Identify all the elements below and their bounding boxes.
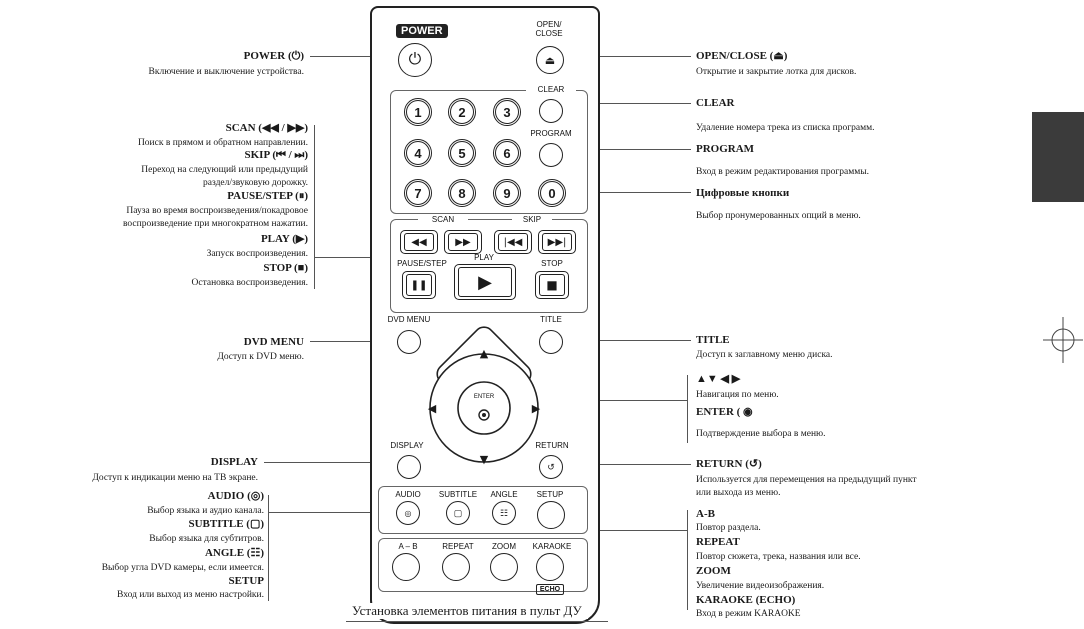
pause-icon: ❚❚ xyxy=(406,274,432,296)
skip-previous-icon: |◀◀ xyxy=(498,233,528,251)
play-desc: Запуск воспроизведения. xyxy=(206,249,308,259)
leader-line xyxy=(590,192,691,193)
digit-button-4[interactable]: 4 xyxy=(404,139,432,167)
skip-back-button[interactable] xyxy=(494,230,532,254)
arrow-right-icon: ▶ xyxy=(531,401,541,415)
skip-label: SKIP (⏮ / ⏭) xyxy=(244,149,308,161)
repeat-caption: REPEAT xyxy=(442,542,474,551)
return-desc-1: Используется для перемещения на предыдущий пункт xyxy=(696,475,917,485)
repeat-desc: Повтор сюжета, трека, названия или все. xyxy=(696,552,861,562)
audio-caption: AUDIO xyxy=(395,490,421,499)
enter-desc: Подтверждение выбора в меню. xyxy=(696,429,826,439)
angle-desc: Выбор угла DVD камеры, если имеется. xyxy=(101,563,264,573)
digit-button-9[interactable]: 9 xyxy=(493,179,521,207)
scan-desc: Поиск в прямом и обратном направлении. xyxy=(137,138,308,148)
skip-desc-2: раздел/звуковую дорожку. xyxy=(203,178,308,188)
pause-step-button[interactable] xyxy=(402,271,436,299)
play-icon: ▶ xyxy=(458,267,512,297)
leader-line xyxy=(314,257,370,258)
scan-caption: SCAN xyxy=(418,215,468,224)
digit-button-1[interactable]: 1 xyxy=(404,98,432,126)
program-desc: Вход в режим редактирования программы. xyxy=(696,167,869,177)
karaoke-caption: KARAOKE xyxy=(532,542,572,551)
power-badge: POWER xyxy=(396,24,448,38)
caption-underline xyxy=(346,621,608,622)
return-label: RETURN (↺) xyxy=(696,458,762,470)
title-label: TITLE xyxy=(696,334,730,346)
return-button[interactable] xyxy=(539,455,563,479)
scan-label: SCAN (◀◀ / ▶▶) xyxy=(225,122,308,134)
audio-icon: ◎ xyxy=(404,508,412,518)
zoom-caption: ZOOM xyxy=(492,542,516,551)
play-label: PLAY (▶) xyxy=(260,233,308,245)
pause-desc-2: воспроизведение при многократном нажатии. xyxy=(123,219,308,229)
skip-caption: SKIP xyxy=(512,215,552,224)
ab-label: A-B xyxy=(696,508,715,520)
play-button[interactable] xyxy=(454,264,516,300)
power-label: POWER (⏻) xyxy=(243,50,304,62)
angle-label: ANGLE (☷) xyxy=(204,547,264,559)
zoom-button[interactable] xyxy=(490,553,518,581)
nav-up-button[interactable] xyxy=(470,339,498,367)
karaoke-button[interactable] xyxy=(536,553,564,581)
program-button[interactable] xyxy=(539,143,563,167)
display-button[interactable] xyxy=(397,455,421,479)
karaoke-label: KARAOKE (ECHO) xyxy=(696,594,796,606)
digit-button-7[interactable]: 7 xyxy=(404,179,432,207)
stop-desc: Остановка воспроизведения. xyxy=(191,278,308,288)
bracket-line xyxy=(687,375,688,443)
remote-control xyxy=(370,6,600,624)
leader-line xyxy=(590,530,687,531)
skip-desc-1: Переход на следующий или предыдущий xyxy=(141,165,308,175)
subtitle-desc: Выбор языка для субтитров. xyxy=(149,534,264,544)
subtitle-icon: ▢ xyxy=(453,507,463,518)
enter-label: ENTER ( ◉ xyxy=(696,406,753,418)
rewind-icon: ◀◀ xyxy=(404,233,434,251)
eject-icon: ⏏ xyxy=(544,54,556,67)
openclose-label: OPEN/CLOSE (⏏) xyxy=(696,50,788,62)
skip-forward-button[interactable] xyxy=(538,230,576,254)
angle-caption: ANGLE xyxy=(490,490,518,499)
pause-step-caption: PAUSE/STEP xyxy=(397,259,447,268)
nav-left-button[interactable] xyxy=(418,394,446,422)
display-label: DISPLAY xyxy=(210,456,258,468)
dvdmenu-desc: Доступ к DVD меню. xyxy=(217,352,304,362)
setup-button[interactable] xyxy=(537,501,565,529)
zoom-label: ZOOM xyxy=(696,565,731,577)
dvd-menu-caption: DVD MENU xyxy=(387,315,431,324)
open-close-caption: OPEN/ CLOSE xyxy=(535,20,563,38)
echo-badge: ECHO xyxy=(536,584,564,595)
arrow-down-icon: ▼ xyxy=(479,452,489,466)
setup-desc: Вход или выход из меню настройки. xyxy=(117,590,264,600)
title-desc: Доступ к заглавному меню диска. xyxy=(696,350,833,360)
return-icon: ↺ xyxy=(547,461,555,472)
ab-button[interactable] xyxy=(392,553,420,581)
display-desc: Доступ к индикации меню на ТВ экране. xyxy=(92,473,258,483)
bracket-line xyxy=(268,495,269,601)
arrow-left-icon: ◀ xyxy=(427,401,437,415)
audio-label: AUDIO (◎) xyxy=(207,490,264,502)
bracket-line xyxy=(314,125,315,289)
openclose-desc: Открытие и закрытие лотка для дисков. xyxy=(696,67,857,77)
ab-caption: A – B xyxy=(398,542,418,551)
subtitle-button[interactable] xyxy=(446,501,470,525)
scan-forward-button[interactable] xyxy=(444,230,482,254)
subtitle-label: SUBTITLE (▢) xyxy=(188,518,264,530)
power-desc: Включение и выключение устройства. xyxy=(148,67,304,77)
nav-down-button[interactable] xyxy=(470,445,498,473)
bracket-line xyxy=(687,510,688,610)
open-close-button[interactable] xyxy=(536,46,564,74)
program-caption: PROGRAM xyxy=(530,129,572,138)
pause-label: PAUSE/STEP (⏸) xyxy=(227,190,308,202)
registration-mark xyxy=(1043,315,1083,365)
digits-desc: Выбор пронумерованных опций в меню. xyxy=(696,211,861,221)
stop-icon: ■ xyxy=(539,274,565,296)
return-caption: RETURN xyxy=(535,441,569,450)
enter-button[interactable] xyxy=(458,384,510,436)
battery-section-heading: Установка элементов питания в пульт ДУ xyxy=(346,603,588,619)
chapter-tab xyxy=(1032,112,1084,202)
zoom-desc: Увеличение видеоизображения. xyxy=(696,581,825,591)
nav-right-button[interactable] xyxy=(522,394,550,422)
setup-label: SETUP xyxy=(228,575,264,587)
digit-button-6[interactable]: 6 xyxy=(493,139,521,167)
ab-desc: Повтор раздела. xyxy=(696,523,761,533)
stop-button[interactable] xyxy=(535,271,569,299)
nav-label: ▲▼ ◀ ▶ xyxy=(696,373,741,385)
return-desc-2: или выхода из меню. xyxy=(696,488,781,498)
scan-back-button[interactable] xyxy=(400,230,438,254)
clear-label: CLEAR xyxy=(696,97,735,109)
stop-label: STOP (■) xyxy=(263,262,308,274)
display-caption: DISPLAY xyxy=(390,441,424,450)
fast-forward-icon: ▶▶ xyxy=(448,233,478,251)
stop-caption: STOP xyxy=(541,259,563,268)
repeat-button[interactable] xyxy=(442,553,470,581)
clear-button[interactable] xyxy=(539,99,563,123)
angle-icon: ☷ xyxy=(499,507,509,518)
nav-desc: Навигация по меню. xyxy=(696,390,779,400)
skip-next-icon: ▶▶| xyxy=(542,233,572,251)
power-button[interactable] xyxy=(398,43,432,77)
pause-desc-1: Пауза во время воспроизведения/покадровое xyxy=(126,206,308,216)
setup-caption: SETUP xyxy=(536,490,564,499)
digits-label: Цифровые кнопки xyxy=(696,187,790,199)
enter-caption: ENTER xyxy=(473,394,495,400)
digit-button-5[interactable]: 5 xyxy=(448,139,476,167)
power-icon: ⏻ xyxy=(408,51,422,68)
karaoke-desc: Вход в режим KARAOKE xyxy=(696,609,801,619)
dvdmenu-label: DVD MENU xyxy=(243,336,304,348)
angle-button[interactable] xyxy=(492,501,516,525)
digit-button-0[interactable]: 0 xyxy=(538,179,566,207)
clear-caption: CLEAR xyxy=(526,85,576,94)
digit-button-3[interactable]: 3 xyxy=(493,98,521,126)
program-label: PROGRAM xyxy=(696,143,755,155)
audio-desc: Выбор языка и аудио канала. xyxy=(147,506,264,516)
audio-button[interactable] xyxy=(396,501,420,525)
subtitle-caption: SUBTITLE xyxy=(438,490,478,499)
arrow-up-icon: ▲ xyxy=(479,346,489,360)
play-caption: PLAY xyxy=(474,253,494,262)
digit-button-8[interactable]: 8 xyxy=(448,179,476,207)
repeat-label: REPEAT xyxy=(696,536,740,548)
clear-desc: Удаление номера трека из списка программ. xyxy=(696,123,875,133)
leader-line xyxy=(268,512,380,513)
title-caption: TITLE xyxy=(540,315,562,324)
digit-button-2[interactable]: 2 xyxy=(448,98,476,126)
